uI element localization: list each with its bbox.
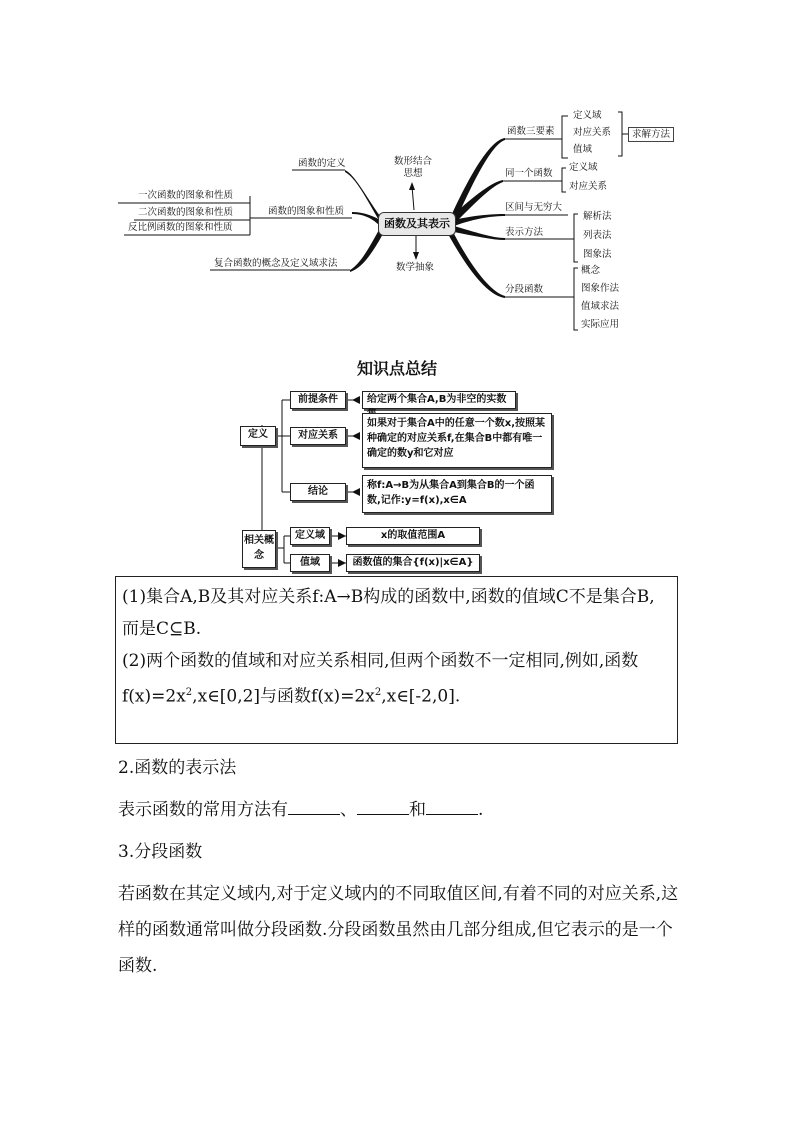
diagram-domain-text: x的取值范围A [346,527,480,545]
mindmap-graph-item-2: 二次函数的图象和性质 [138,207,234,218]
mindmap-interval-label: 区间与无穷大 [505,202,563,213]
section-title: 知识点总结 [356,359,437,378]
mindmap-abstraction-label: 数学抽象 [396,262,435,273]
mindmap-graph-label: 函数的图象和性质 [268,206,345,217]
mindmap-same-item-2: 对应关系 [566,180,610,193]
mindmap-composite-label: 复合函数的概念及定义域求法 [214,258,338,269]
diagram-related-box: 相关概念 [242,530,276,568]
diagram-premise-text: 给定两个集合A,B为非空的实数 [362,391,516,409]
mindmap-repr-item-3: 图象法 [580,248,615,261]
mindmap-same-item-1: 定义域 [566,161,601,174]
diagram-range-box: 值域 [290,554,330,572]
note-2-sup-2: 2 [374,687,382,698]
section-2-prefix: 表示函数的常用方法有 [118,800,288,820]
blank-3[interactable] [426,800,478,815]
mindmap-three-item-3: 值域 [570,143,595,156]
section-2-sep-2: 和 [409,800,426,820]
section-2-title: 2.函数的表示法 [118,758,237,778]
definition-diagram [0,380,794,576]
diagram-corr-text: 如果对于集合A中的任意一个数x,按照某种确定的对应关系f,在集合B中都有唯一确定的数y和它对应 [362,413,552,468]
mindmap-def-label: 函数的定义 [298,158,346,169]
diagram-def-box: 定义 [240,426,276,446]
note-2-part-a: (2)两个函数的值域和对应关系相同,但两个函数不一定相同,例如,函数f(x)=2x [122,651,639,707]
section-2-sep-1: 、 [340,800,357,820]
mindmap-repr-item-2: 列表法 [580,229,615,242]
mindmap-graph-item-3: 反比例函数的图象和性质 [128,222,233,233]
mindmap-repr-item-1: 解析法 [580,210,615,223]
diagram-concl-box: 结论 [290,483,346,501]
mindmap-three-elements-label: 函数三要素 [507,126,555,137]
note-2-sup-1: 2 [185,687,193,698]
section-3-title: 3.分段函数 [118,842,203,862]
section-2-end: . [478,800,484,820]
diagram-range-text: 函数值的集合{f(x)|x∈A} [346,554,480,572]
mindmap-piecewise-item-4: 实际应用 [578,318,622,331]
section-3-text: 若函数在其定义域内,对于定义域内的不同取值区间,有着不同的对应关系,这样的函数通常叫做分段函数.分段函数虽然由几部分组成,但它表示的是一个函数. [118,884,679,976]
mindmap-piecewise-item-1: 概念 [578,264,603,277]
blank-1[interactable] [288,800,340,815]
mindmap-shape-number-label: 数形结合 思想 [394,156,433,179]
mindmap-piecewise-item-3: 值域求法 [578,300,622,313]
mindmap-center-node: 函数及其表示 [378,212,456,236]
diagram-premise-box: 前提条件 [290,391,346,409]
mindmap-graph-item-1: 一次函数的图象和性质 [138,190,234,201]
mindmap-piecewise-item-2: 图象作法 [578,282,622,295]
section-2-text [118,792,683,828]
mindmap-same-function-label: 同一个函数 [505,168,553,179]
diagram-corr-box: 对应关系 [290,427,346,445]
notes-box [115,576,678,744]
note-2-part-c: ,x∈[-2,0]. [381,686,461,707]
mindmap-repr-label: 表示方法 [505,227,544,238]
note-1: (1)集合A,B及其对应关系f:A→B构成的函数中,函数的值域C不是集合B,而是C⊆B. [122,587,655,639]
note-2 [122,645,671,713]
note-2-part-b: ,x∈[0,2]与函数f(x)=2x [192,686,375,707]
diagram-domain-box: 定义域 [290,527,330,545]
blank-2[interactable] [357,800,409,815]
mindmap-piecewise-label: 分段函数 [505,284,544,295]
diagram-concl-text: 称f:A→B为从集合A到集合B的一个函数,记作:y=f(x),x∈A [362,475,552,513]
mindmap-three-item-1: 定义域 [570,109,605,122]
mindmap-solve-method: 求解方法 [628,127,674,142]
mindmap-three-item-2: 对应关系 [570,126,614,139]
mind-map [0,0,794,340]
